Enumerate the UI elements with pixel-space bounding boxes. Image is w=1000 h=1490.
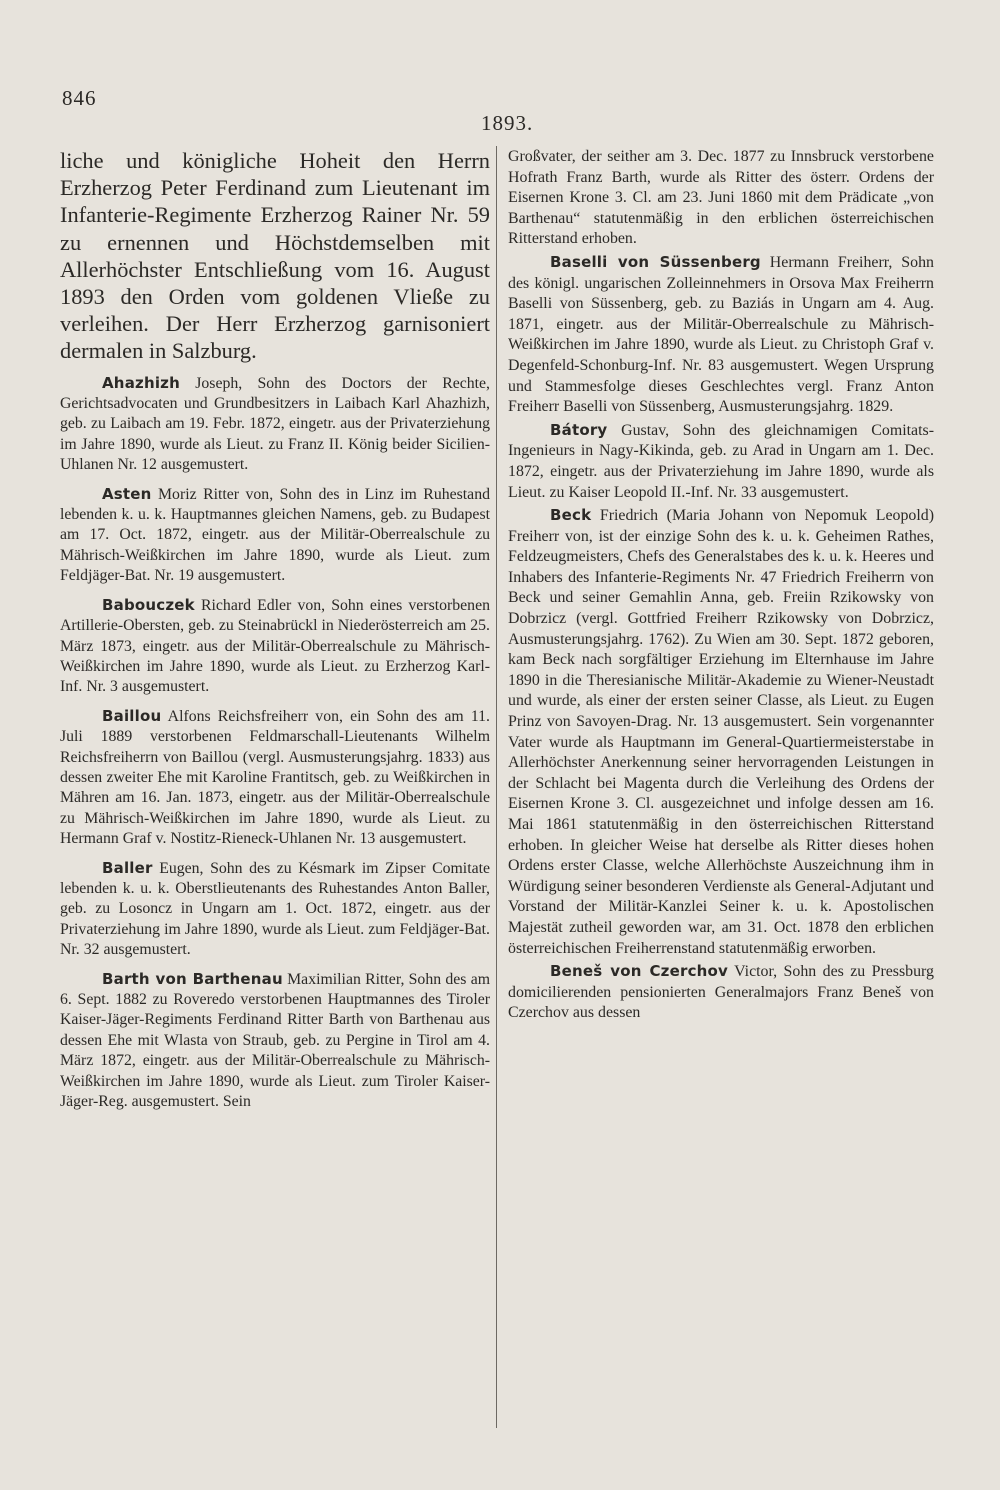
- entry-text: Moriz Ritter von, Sohn des in Linz im Ruhestand lebenden k. u. k. Hauptmannes gleichen Namens, geb. zu Budapest am 17. Oct. 1872, eingetr. aus der Militär-Oberrealschule zu Mährisch-Weißkirchen im Jahre 1890, wurde als Lieut. zum Feldjäger-Bat. Nr. 19 ausgemustert.: [60, 485, 490, 585]
- entry-name: Barth von Barthenau: [102, 969, 283, 988]
- entry-name: Asten: [102, 484, 152, 503]
- biography-entry: [508, 505, 934, 959]
- entry-text: Joseph, Sohn des Doctors der Rechte, Gerichtsadvocaten und Grundbesitzers in Laibach Karl Ahazhizh, geb. zu Laibach am 19. Febr. 1872, eingetr. aus der Privaterziehung im Jahre 1890, wurde als Lieut. zu Franz II. König beider Sicilien-Uhlanen Nr. 12 ausgemustert.: [60, 374, 490, 474]
- column-divider: [496, 146, 497, 1428]
- left-column: [60, 147, 490, 1112]
- entry-name: Beneš von Czerchov: [550, 962, 729, 981]
- entry-name: Beck: [550, 506, 592, 525]
- entry-name: Baillou: [102, 706, 162, 725]
- biography-entry: [60, 484, 490, 587]
- entry-name: Baselli von Süssenberg: [550, 252, 761, 271]
- entry-text: Victor, Sohn des zu Pressburg domicilierenden pensionierten Generalmajors Franz Beneš von Czerchov aus dessen: [508, 963, 935, 1022]
- right-column: [508, 147, 934, 1024]
- continued-entry: [508, 147, 934, 250]
- entry-text: Alfons Reichsfreiherr von, ein Sohn des am 11. Juli 1889 verstorbenen Feldmarschall-Lieutenants Wilhelm Reichsfreiherrn von Baillou (vergl. Ausmusterungsjahrg. 1833) aus dessen zweiter Ehe mit Karoline Frantitsch, geb. zu Weißkirchen in Mähren am 16. Jan. 1873, eingetr. aus der Militär-Oberrealschule zu Mährisch-Weißkirchen im Jahre 1890, wurde als Lieut. zu Hermann Graf v. Nostitz-Rieneck-Uhlanen Nr. 13 ausgemustert.: [60, 707, 490, 848]
- entry-name: Baller: [102, 858, 153, 877]
- entry-name: Bátory: [550, 420, 608, 439]
- entry-text: Richard Edler von, Sohn eines verstorbenen Artillerie-Obersten, geb. zu Steinabrückl in Niederösterreich am 25. März 1873, eingetr. aus der Militär-Oberrealschule zu Mährisch-Weißkirchen im Jahre 1890, wurde als Lieut. zu Erzherzog Karl-Inf. Nr. 3 ausgemustert.: [60, 596, 490, 696]
- biography-entry: [508, 252, 934, 418]
- entry-text: Hermann Freiherr, Sohn des königl. ungarischen Zolleinnehmers in Orsova Max Freiherrn Baselli von Süssenberg, geb. zu Baziás in Ungarn am 4. Aug. 1871, eingetr. aus der Militär-Oberrealschule zu Mährisch-Weißkirchen im Jahre 1890, wurde als Lieut. zu Christoph Graf v. Degenfeld-Schonburg-Inf. Nr. 83 ausgemustert. Wegen Ursprung und Stammesfolge dieses Geschlechtes vergl. Franz Anton Freiherr Baselli von Süssenberg, Ausmusterungsjahrg. 1829.: [508, 253, 934, 416]
- entry-text: Maximilian Ritter, Sohn des am 6. Sept. 1882 zu Roveredo verstorbenen Hauptmannes des Tiroler Kaiser-Jäger-Regiments Ferdinand Ritter Barth von Barthenau aus dessen Ehe mit Wlasta von Straub, geb. zu Pergine in Tirol am 4. März 1872, eingetr. aus der Militär-Oberrealschule zu Mährisch-Weißkirchen im Jahre 1890, wurde als Lieut. zum Tiroler Kaiser-Jäger-Reg. ausgemustert. Sein: [60, 970, 490, 1111]
- entry-text: Großvater, der seither am 3. Dec. 1877 zu Innsbruck verstorbene Hofrath Franz Barth, wurde als Ritter des österr. Ordens der Eisernen Krone 3. Cl. am 23. Juni 1860 mit dem Prädicate „von Barthenau“ statutenmäßig in den erblichen österreichischen Ritterstand erhoben.: [508, 148, 934, 248]
- entry-name: Ahazhizh: [102, 373, 180, 392]
- running-head-year: 1893.: [481, 111, 534, 135]
- biography-entry: [60, 858, 490, 961]
- page-number: 846: [62, 86, 97, 110]
- biography-entry: [508, 961, 934, 1024]
- biography-entry: [60, 706, 490, 850]
- biography-entry: [60, 595, 490, 698]
- biography-entry: [508, 420, 934, 503]
- biography-entry: [60, 373, 490, 476]
- continued-paragraph: liche und königliche Hoheit den Herrn Erzherzog Peter Ferdinand zum Lieutenant im Infanterie-Regimente Erzherzog Rainer Nr. 59 zu ernennen und Höchstdemselben mit Allerhöchster Entschließung vom 16. August 1893 den Orden vom goldenen Vließe zu verleihen. Der Herr Erzherzog garnisoniert dermalen in Salzburg.: [60, 148, 490, 364]
- biography-entry: [60, 969, 490, 1113]
- entry-text: Friedrich (Maria Johann von Nepomuk Leopold) Freiherr von, ist der einzige Sohn des k. u. k. Geheimen Rathes, Feldzeugmeisters, Chefs des Generalstabes des k. u. k. Heeres und Inhabers des Infanterie-Regiments Nr. 47 Friedrich Freiherrn von Beck und seiner Gemahlin Anna, geb. Freiin Rzikowsky von Dobrzicz (vergl. Gottfried Freiherr Rzikowsky von Dobrzicz, Ausmusterungsjahrg. 1762). Zu Wien am 30. Sept. 1872 geboren, kam Beck nach sorgfältiger Erziehung im Elternhause im Jahre 1890 in die Theresianische Militär-Akademie zu Wiener-Neustadt und wurde, als einer der ersten seiner Classe, als Lieut. zu Eugen Prinz von Savoyen-Drag. Nr. 13 ausgemustert. Sein vorgenannter Vater wurde als Hauptmann im General-Quartiermeisterstabe in Allerhöchster Anerkennung seiner hervorragenden Leistungen in der Schlacht bei Magenta durch die Verleihung des Ordens der Eisernen Krone 3. Cl. ausgezeichnet und infolge dessen am 16. Mai 1861 statutenmäßig in den österreichischen Ritterstand erhoben. In gleicher Weise hat derselbe als Ritter dieses hohen Ordens erster Classe, welche Allerhöchste Auszeichnung ihm in Würdigung seiner besonderen Verdienste als General-Adjutant und Vorstand der Militär-Kanzlei Seiner k. u. k. Apostolischen Majestät zutheil geworden war, am 31. Oct. 1878 den erblichen österreichischen Freiherrenstand statutenmäßig erworben.: [508, 507, 934, 957]
- entry-text: Gustav, Sohn des gleichnamigen Comitats-Ingenieurs in Nagy-Kikinda, geb. zu Arad in Ungarn am 1. Dec. 1872, eingetr. aus der Privaterziehung im Jahre 1890, wurde als Lieut. zu Kaiser Leopold II.-Inf. Nr. 33 ausgemustert.: [508, 421, 934, 501]
- entry-text: Eugen, Sohn des zu Késmark im Zipser Comitate lebenden k. u. k. Oberstlieutenants des Ruhestandes Anton Baller, geb. zu Losoncz in Ungarn am 1. Oct. 1872, eingetr. aus der Privaterziehung im Jahre 1890, wurde als Lieut. zum Feldjäger-Bat. Nr. 32 ausgemustert.: [60, 859, 490, 959]
- entry-name: Babouczek: [102, 595, 195, 614]
